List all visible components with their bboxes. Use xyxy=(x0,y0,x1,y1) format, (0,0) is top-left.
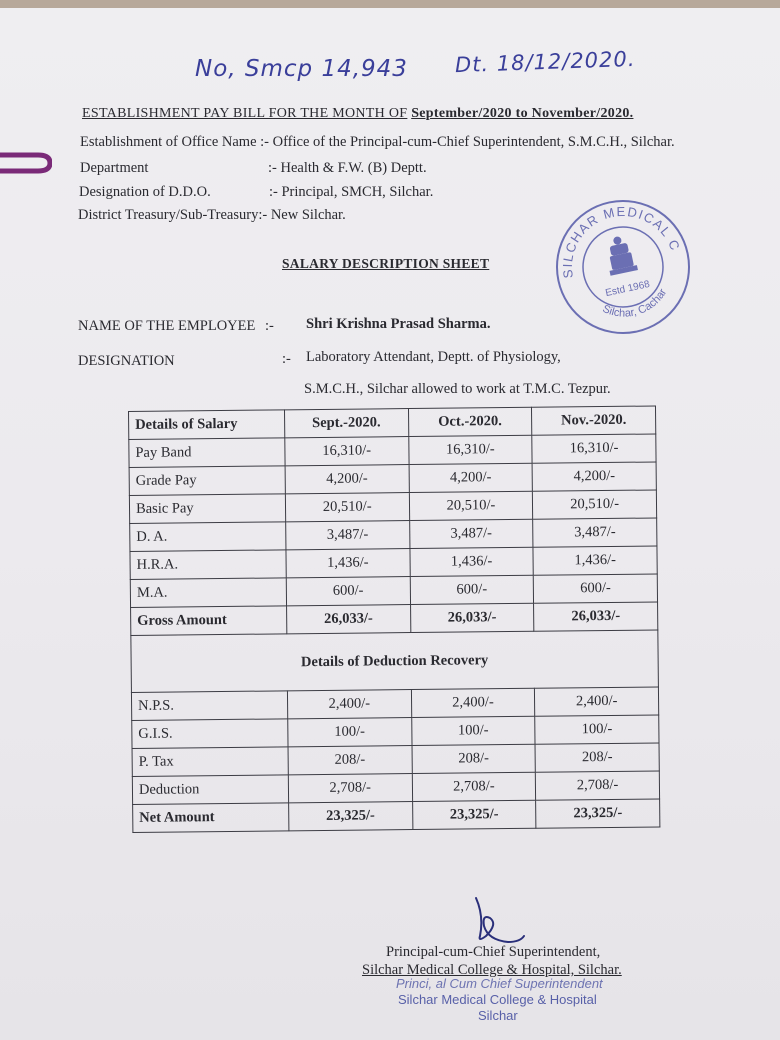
deduction-section-row xyxy=(131,630,659,693)
sheet-title: SALARY DESCRIPTION SHEET xyxy=(282,256,490,271)
paper-clip xyxy=(0,150,52,176)
amount-cell: 3,487/- xyxy=(286,521,410,550)
amount-cell: 1,436/- xyxy=(533,546,657,575)
amount-cell: 208/- xyxy=(412,744,536,773)
salary-table-body xyxy=(129,406,660,832)
header-value: New Silchar. xyxy=(270,207,346,223)
title-period: September/2020 to November/2020. xyxy=(411,106,634,121)
stamp-line-1: Princi, al Cum Chief Superintendent xyxy=(396,976,603,991)
amount-cell: 3,487/- xyxy=(533,518,657,547)
seal-top-text: SILCHAR MEDICAL COLLEGE xyxy=(559,203,684,280)
amount-cell: 2,400/- xyxy=(287,690,411,719)
amount-cell: 20,510/- xyxy=(409,491,533,520)
row-label: Basic Pay xyxy=(129,494,285,524)
amount-cell: 20,510/- xyxy=(533,490,657,519)
row-label: P. Tax xyxy=(132,747,288,777)
amount-cell: 100/- xyxy=(411,716,535,745)
amount-cell: 100/- xyxy=(535,715,659,744)
amount-cell: 16,310/- xyxy=(532,434,656,463)
amount-cell: 2,400/- xyxy=(535,687,659,716)
row-label: G.I.S. xyxy=(132,719,288,749)
header-row-treasury xyxy=(78,207,346,224)
amount-cell: 4,200/- xyxy=(532,462,656,491)
label-sep: :- xyxy=(264,318,274,334)
amount-cell: 16,310/- xyxy=(408,435,532,464)
salary-table xyxy=(128,405,660,833)
header-value: Office of the Principal-cum-Chief Superintendent, S.M.C.H., Silchar. xyxy=(272,134,675,150)
header-row-ddo xyxy=(79,184,433,201)
amount-cell: 4,200/- xyxy=(285,465,409,494)
header-cell: Oct.-2020. xyxy=(408,407,532,436)
header-label: Department xyxy=(80,160,149,176)
amount-cell: 2,708/- xyxy=(412,772,536,801)
designation-label: DESIGNATION xyxy=(78,353,175,369)
title-prefix: ESTABLISHMENT PAY BILL FOR THE MONTH OF xyxy=(82,106,408,121)
employee-name: Shri Krishna Prasad Sharma. xyxy=(306,316,491,332)
row-label: Grade Pay xyxy=(129,466,285,496)
row-label: Deduction xyxy=(132,775,288,805)
signature xyxy=(468,896,528,946)
amount-cell: 600/- xyxy=(534,574,658,603)
amount-cell: 23,325/- xyxy=(288,802,412,831)
amount-cell: 2,400/- xyxy=(411,688,535,717)
row-label: N.P.S. xyxy=(131,691,287,721)
header-cell: Details of Salary xyxy=(129,410,285,440)
row-label: Pay Band xyxy=(129,438,285,468)
seal-bottom-text: Silchar, Cachar xyxy=(600,286,670,320)
designation-line-1: Laboratory Attendant, Deptt. of Physiology, xyxy=(306,349,561,365)
row-label: Gross Amount xyxy=(131,606,287,636)
row-label: M.A. xyxy=(130,578,286,608)
designation-line-2: S.M.C.H., Silchar allowed to work at T.M.C. Tezpur. xyxy=(304,381,611,397)
stamp-line-3: Silchar xyxy=(478,1008,518,1023)
amount-cell: 2,708/- xyxy=(536,771,660,800)
handwritten-reference-number: No, Smcp 14,943 xyxy=(195,56,408,82)
designation-sep: :- xyxy=(282,351,291,367)
header-sep: :- xyxy=(258,207,268,223)
header-row-department xyxy=(80,160,427,177)
net-amount-row xyxy=(133,799,660,833)
row-label: D. A. xyxy=(130,522,286,552)
stamp-line-2: Silchar Medical College & Hospital xyxy=(398,992,597,1007)
amount-cell: 23,325/- xyxy=(412,800,536,829)
header-value: Health & F.W. (B) Deptt. xyxy=(280,160,427,176)
seal-estd: Estd 1968 xyxy=(604,278,651,300)
college-seal xyxy=(552,196,694,338)
row-label: Net Amount xyxy=(133,803,289,833)
label-text: NAME OF THE EMPLOYEE xyxy=(78,318,256,334)
header-sep: :- xyxy=(268,160,277,176)
amount-cell: 26,033/- xyxy=(534,602,658,631)
amount-cell: 208/- xyxy=(535,743,659,772)
amount-cell: 600/- xyxy=(286,577,410,606)
signatory-title: Principal-cum-Chief Superintendent, xyxy=(386,944,601,960)
amount-cell: 16,310/- xyxy=(285,437,409,466)
amount-cell: 26,033/- xyxy=(286,605,410,634)
amount-cell: 23,325/- xyxy=(536,799,660,828)
employee-name-label xyxy=(78,318,274,335)
amount-cell: 20,510/- xyxy=(285,493,409,522)
amount-cell: 26,033/- xyxy=(410,603,534,632)
header-label: Designation of D.D.O. xyxy=(79,184,211,200)
row-label: H.R.A. xyxy=(130,550,286,580)
amount-cell: 208/- xyxy=(288,746,412,775)
header-row-office xyxy=(80,134,675,151)
header-sep: :- xyxy=(269,184,278,200)
handwritten-date: Dt. 18/12/2020. xyxy=(454,46,636,78)
header-value: Principal, SMCH, Silchar. xyxy=(281,184,434,200)
amount-cell: 1,436/- xyxy=(410,547,534,576)
amount-cell: 4,200/- xyxy=(409,463,533,492)
amount-cell: 600/- xyxy=(410,575,534,604)
header-sep: :- xyxy=(260,134,269,150)
amount-cell: 2,708/- xyxy=(288,774,412,803)
amount-cell: 100/- xyxy=(288,718,412,747)
emblem-icon xyxy=(603,234,638,276)
header-label: Establishment of Office Name xyxy=(80,134,257,150)
signatory-institution: Silchar Medical College & Hospital, Silchar. xyxy=(362,962,622,978)
document-title xyxy=(82,106,633,122)
header-cell: Sept.-2020. xyxy=(284,409,408,438)
header-label: District Treasury/Sub-Treasury xyxy=(78,207,259,223)
amount-cell: 3,487/- xyxy=(409,519,533,548)
deduction-section-heading: Details of Deduction Recovery xyxy=(131,630,659,693)
amount-cell: 1,436/- xyxy=(286,549,410,578)
header-cell: Nov.-2020. xyxy=(532,406,656,435)
